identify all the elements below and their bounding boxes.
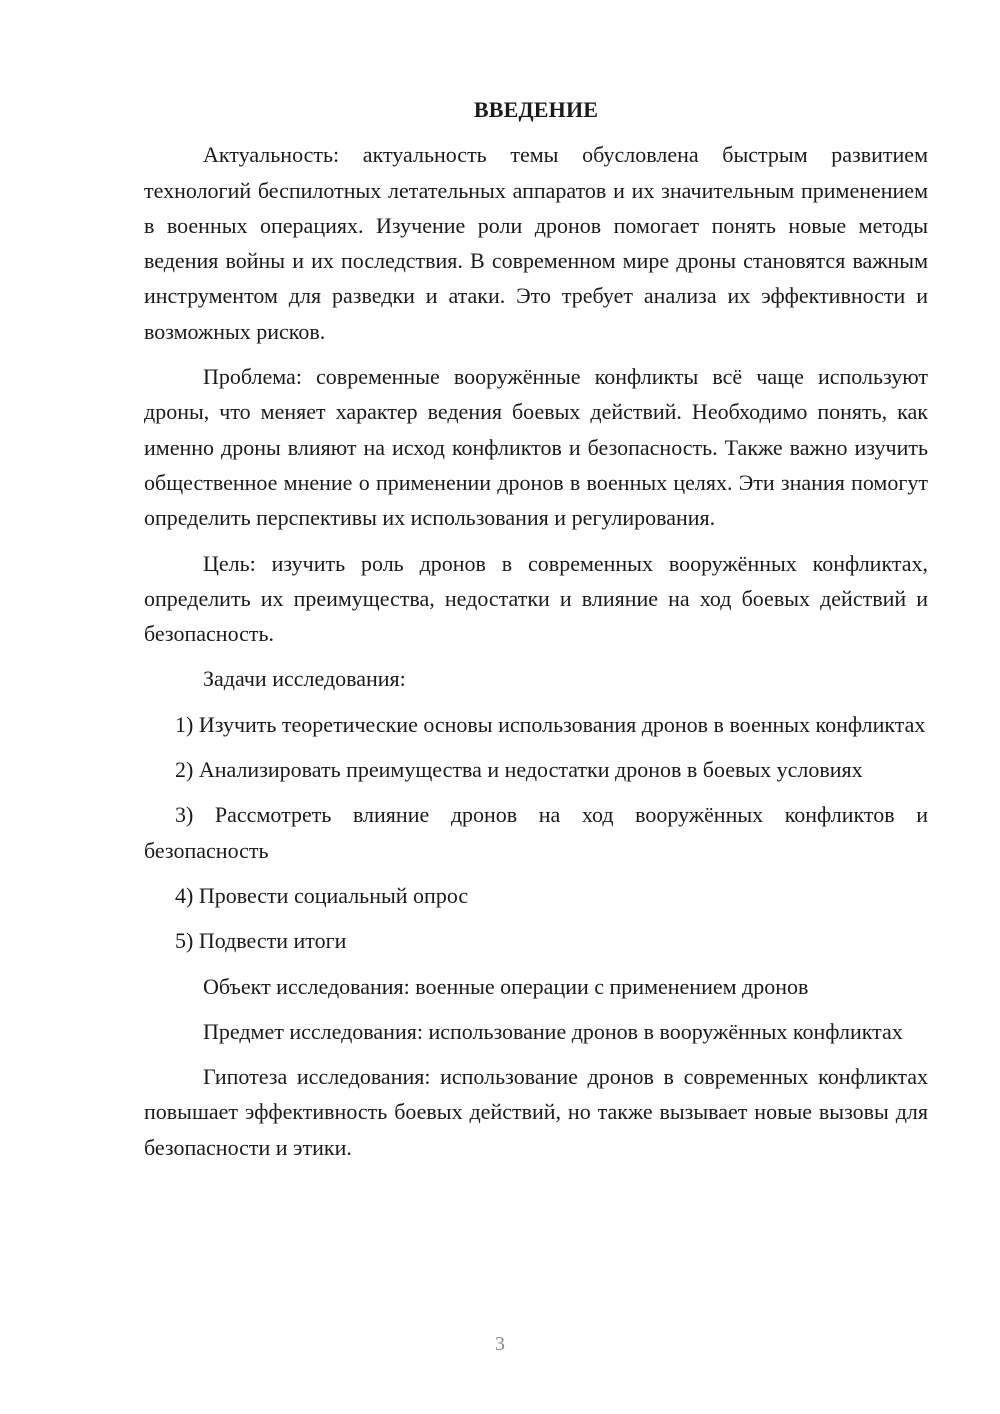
object-paragraph: Объект исследования: военные операции с применением дронов [203, 973, 809, 999]
problem-paragraph: Проблема: современные вооружённые конфликты всё чаще используют дроны, что меняет характер ведения боевых действий. Необходимо понять, как именно дроны влияют на исход конфликтов и безопасность. Также важно изучить общественное мнение о применении дронов в военных целях. Эти знания помогут определить перспективы их использования и регулирования. [144, 364, 928, 531]
hypothesis-paragraph: Гипотеза исследования: использование дронов в современных конфликтах повышает эффективность боевых действий, но также вызывает новые вызовы для безопасности и этики. [144, 1064, 928, 1160]
subject-paragraph: Предмет исследования: использование дронов в вооружённых конфликтах [203, 1018, 903, 1044]
page-number: 3 [495, 1333, 505, 1355]
tasks-heading: Задачи исследования: [203, 666, 406, 692]
relevance-paragraph: Актуальность: актуальность темы обусловлена быстрым развитием технологий беспилотных летательных аппаратов и их значительным применением в военных операциях. Изучение роли дронов помогает понять новые методы ведения войны и их последствия. В современном мире дроны становятся важным инструментом для разведки и атаки. Это требует анализа их эффективности и возможных рисков. [144, 142, 928, 344]
list-item: 1) Изучить теоретические основы использования дронов в военных конфликтах [175, 711, 926, 737]
list-item: 2) Анализировать преимущества и недостатки дронов в боевых условиях [175, 757, 863, 783]
list-item: 5) Подвести итоги [175, 928, 347, 954]
goal-paragraph: Цель: изучить роль дронов в современных вооружённых конфликтах, определить их преимущества, недостатки и влияние на ход боевых действий и безопасность. [144, 550, 928, 647]
page-body [144, 92, 928, 1175]
list-item: 4) Провести социальный опрос [175, 882, 469, 908]
section-title: ВВЕДЕНИЕ [473, 97, 599, 122]
list-item: 3) Рассмотреть влияние дронов на ход вооружённых конфликтов и безопасность [144, 802, 928, 863]
